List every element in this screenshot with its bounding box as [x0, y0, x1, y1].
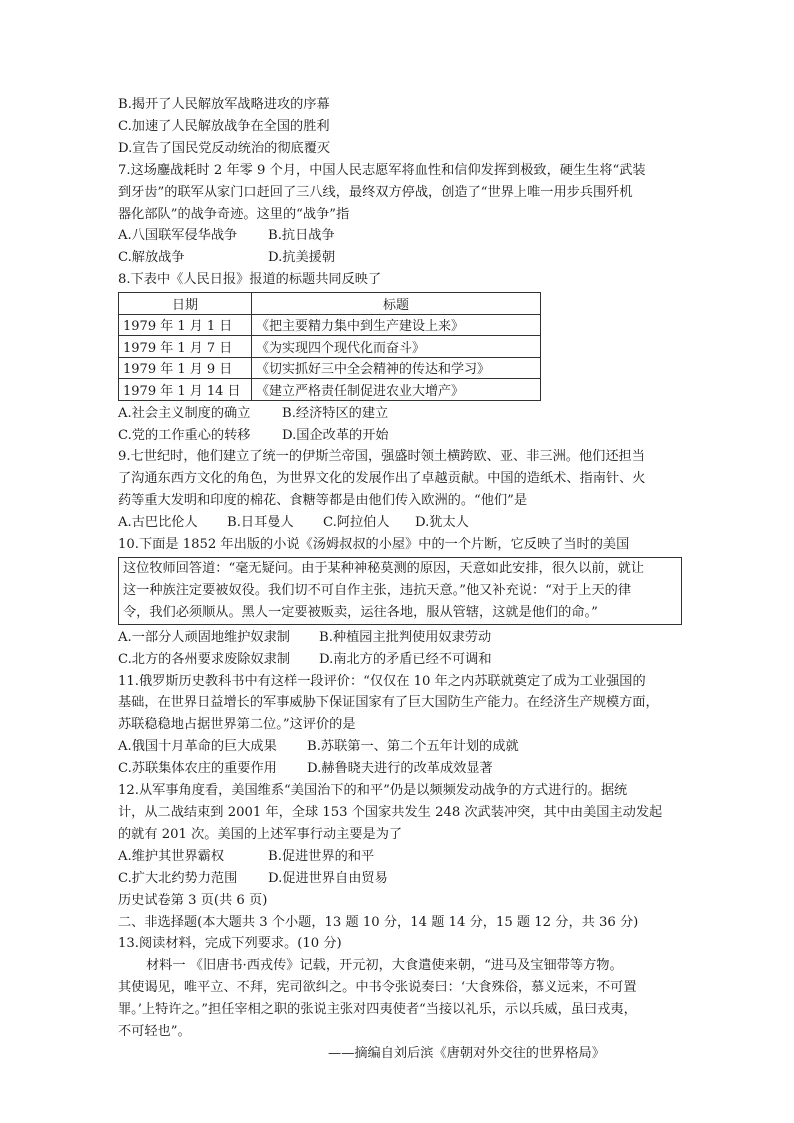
option-d: D.赫鲁晓夫进行的改革成效显著 — [307, 761, 493, 777]
option-a: A.古巴比伦人 — [118, 515, 198, 531]
question-11 — [118, 671, 683, 781]
table-cell-title: 《建立严格责任制促进农业大增产》 — [252, 379, 541, 401]
options-row — [118, 868, 683, 890]
question-stem: 8.下表中《人民日报》报道的标题共同反映了 — [118, 272, 382, 288]
options-row — [118, 403, 683, 425]
option-d: D.抗美援朝 — [268, 250, 336, 266]
option-b: B.经济特区的建立 — [282, 405, 389, 421]
column-header-title: 标题 — [252, 293, 541, 315]
option-c: C.党的工作重心的转移 — [118, 427, 251, 443]
options-row — [118, 846, 683, 868]
option-c: C.阿拉伯人 — [323, 515, 390, 531]
table-header-row — [119, 293, 541, 315]
material-line: 罪。’上特许之。”担任宰相之职的张说主张对四夷使者“当接以礼乐，示以兵威，虽曰戎夷， — [118, 1002, 637, 1018]
exam-page — [118, 94, 683, 1065]
option-d: D.宣告了国民党反动统治的彻底覆灭 — [118, 140, 331, 156]
table-cell-date: 1979 年 1 月 7 日 — [119, 336, 252, 358]
table-row — [119, 357, 541, 379]
option-d: D.促进世界自由贸易 — [268, 870, 388, 886]
material-line: 不可轻也”。 — [118, 1024, 191, 1040]
question-stem-line: 计，从二战结束到 2001 年，全球 153 个国家共发生 248 次武装冲突，其中由美国主动发起 — [118, 804, 663, 820]
question-stem-line: 11.俄罗斯历史教科书中有这样一段评价：“仅仅在 10 年之内苏联就奠定了成为工业强国的 — [118, 673, 646, 689]
question-stem-line: 了沟通东西方文化的角色，为世界文化的发展作出了卓越贡献。中国的造纸术、指南针、火 — [118, 471, 646, 487]
question-stem-line: 器化部队”的战争奇迹。这里的“战争”指 — [118, 206, 350, 222]
option-b: B.揭开了人民解放军战略进攻的序幕 — [118, 97, 330, 112]
question-stem-line: 的就有 201 次。美国的上述军事行动主要是为了 — [118, 826, 403, 842]
option-a: A.维护其世界霸权 — [118, 848, 225, 864]
question-12 — [118, 780, 683, 890]
table-cell-date: 1979 年 1 月 9 日 — [119, 357, 252, 379]
quote-line: 这位牧师回答道：“毫无疑问。由于某种神秘莫测的原因，天意如此安排，很久以前，就让 — [123, 561, 645, 576]
option-b: B.日耳曼人 — [227, 515, 294, 531]
question-13-stem: 13.阅读材料，完成下列要求。(10 分) — [118, 936, 342, 952]
option-a: A.一部分人顽固地维护奴隶制 — [118, 629, 290, 645]
question-stem-line: 7.这场鏖战耗时 2 年零 9 个月，中国人民志愿军将血性和信仰发挥到极致，硬生生将“武装 — [118, 162, 646, 178]
question-stem-line: 基础，在世界日益增长的军事威胁下保证国家有了巨大国防生产能力。在经济生产规模方面， — [118, 695, 659, 711]
option-b: B.促进世界的和平 — [268, 848, 375, 864]
news-table — [118, 292, 541, 401]
question-stem-line: 到牙齿”的联军从家门口赶回了三八线，最终双方停战，创造了“世界上唯一用步兵围歼机 — [118, 184, 633, 200]
table-cell-date: 1979 年 1 月 1 日 — [119, 314, 252, 336]
options-row — [118, 247, 683, 269]
column-header-date: 日期 — [119, 293, 252, 315]
question-stem-line: 12.从军事角度看，美国维系“美国治下的和平”仍是以频频发动战争的方式进行的。据统 — [118, 783, 628, 799]
table-row — [119, 314, 541, 336]
material-line: 材料一 《旧唐书·西戎传》记载，开元初，大食遣使来朝，“进马及宝钿带等方物。 — [146, 958, 623, 974]
q6-options — [118, 94, 683, 160]
section-2 — [118, 912, 683, 1065]
option-c: C.加速了人民解放战争在全国的胜利 — [118, 118, 330, 134]
table-cell-title: 《为实现四个现代化而奋斗》 — [252, 336, 541, 358]
option-d: D.国企改革的开始 — [282, 427, 389, 443]
option-c: C.扩大北约势力范围 — [118, 870, 238, 886]
question-stem-line: 9.七世纪时，他们建立了统一的伊斯兰帝国，强盛时领土横跨欧、亚、非三洲。他们还担当 — [118, 449, 645, 465]
question-8 — [118, 269, 683, 446]
question-stem-line: 药等重大发明和印度的棉花、食糖等都是由他们传入欧洲的。“他们”是 — [118, 493, 528, 509]
options-row — [118, 512, 683, 534]
quote-line: 令，我们必须顺从。黑人一定要被贩卖，运往各地，服从管辖，这就是他们的命。” — [123, 604, 598, 620]
option-b: B.种植园主批判使用奴隶劳动 — [319, 629, 492, 645]
option-c: C.北方的各州要求废除奴隶制 — [118, 651, 291, 667]
table-row — [119, 379, 541, 401]
table-cell-title: 《切实抓好三中全会精神的传达和学习》 — [252, 357, 541, 379]
option-b: B.苏联第一、第二个五年计划的成就 — [307, 739, 519, 755]
option-b: B.抗日战争 — [268, 228, 335, 244]
material-source: ——摘编自刘后滨《唐朝对外交往的世界格局》 — [328, 1045, 605, 1061]
page-footer: 历史试卷第 3 页(共 6 页) — [118, 892, 268, 908]
table-row — [119, 336, 541, 358]
question-10 — [118, 534, 683, 670]
option-c: C.苏联集体农庄的重要作用 — [118, 761, 277, 777]
question-9 — [118, 446, 683, 534]
question-7 — [118, 160, 683, 270]
quote-box — [118, 557, 682, 625]
quote-line: 这一种族注定要被奴役。我们切不可自作主张，违抗天意。”他又补充说：“对于上天的律 — [123, 582, 632, 598]
section-heading: 二、非选择题(本大题共 3 个小题，13 题 10 分，14 题 14 分，15 题 12 分，共 36 分) — [118, 914, 639, 930]
option-a: A.俄国十月革命的巨大成果 — [118, 739, 277, 755]
question-stem: 10.下面是 1852 年出版的小说《汤姆叔叔的小屋》中的一个片断，它反映了当时的美国 — [118, 537, 630, 553]
option-c: C.解放战争 — [118, 250, 185, 266]
options-row — [118, 627, 683, 649]
options-row — [118, 758, 683, 780]
options-row — [118, 425, 683, 447]
option-a: A.社会主义制度的确立 — [118, 405, 251, 421]
options-row — [118, 225, 683, 247]
option-d: D.犹太人 — [415, 515, 469, 531]
material-line: 其使谒见，唯平立、不拜，宪司欲纠之。中书令张说奏曰：‘大食殊俗，慕义远来，不可置 — [118, 980, 637, 996]
options-row — [118, 736, 683, 758]
option-a: A.八国联军侵华战争 — [118, 228, 238, 244]
table-cell-title: 《把主要精力集中到生产建设上来》 — [252, 314, 541, 336]
options-row — [118, 649, 683, 671]
option-d: D.南北方的矛盾已经不可调和 — [319, 651, 492, 667]
question-stem-line: 苏联稳稳地占据世界第二位。”这评价的是 — [118, 717, 356, 733]
table-cell-date: 1979 年 1 月 14 日 — [119, 379, 252, 401]
